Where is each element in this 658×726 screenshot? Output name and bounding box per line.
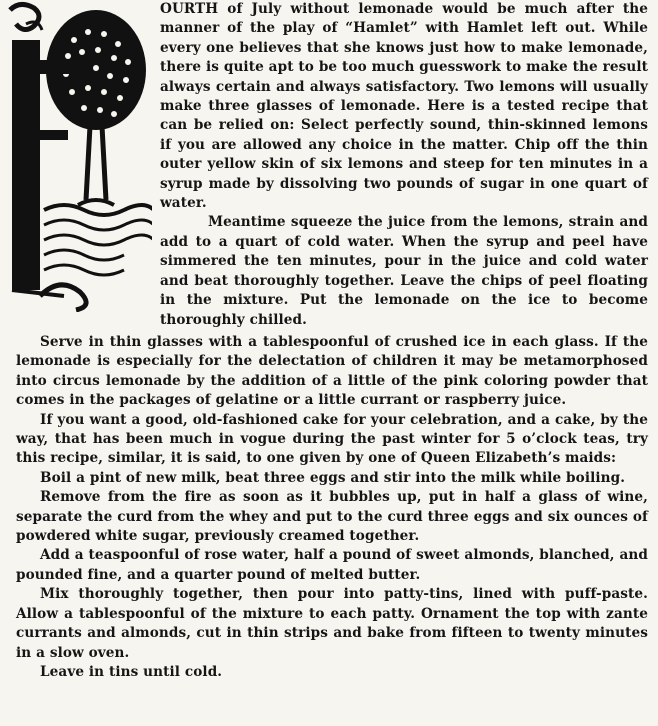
paragraph: Mix thoroughly together, then pour into patty-tins, lined with puff-paste. Allow a tablespoonful of the mixture to each patty. Ornament the top with zante currants and almonds, cut in thin strips and bake from fifteen to twenty minutes in a slow oven. <box>16 586 648 661</box>
paragraph: OURTH of July without lemonade would be much after the manner of the play of “Hamlet” with Hamlet left out. While every one believes that she knows just how to make lemonade, there is quite apt to be too much guesswork to make the result always certain and always satisfactory. Two lemons will usually make three glasses of lemonade. Here is a tested recipe that can be relied on: Select perfectly sound, thin-skinned lemons if you are allowed any choice in the matter. Chip off the thin outer yellow skin of six lemons and steep for ten minutes in a syrup made by dissolving two pounds of sugar in one quart of water. <box>160 1 648 212</box>
paragraph: Add a teaspoonful of rose water, half a pound of sweet almonds, blanched, and pounded fine, and a quarter pound of melted butter. <box>16 547 648 583</box>
paragraph: Remove from the fire as soon as it bubbles up, put in half a glass of wine, separate the curd from the whey and put to the curd three eggs and six ounces of powdered white sugar, previously creamed together. <box>16 489 648 545</box>
paragraph: Serve in thin glasses with a tablespoonful of crushed ice in each glass. If the lemonade is especially for the delectation of children it may be metamorphosed into circus lemonade by the addition of a little of the pink coloring powder that comes in the packages of gelatine or a little currant or raspberry juice. <box>16 334 648 409</box>
paragraph: Leave in tins until cold. <box>40 663 223 680</box>
tree-ornament-icon <box>4 0 152 312</box>
paragraph: Boil a pint of new milk, beat three eggs and stir into the milk while boiling. <box>40 469 626 486</box>
intro-text-block <box>160 0 648 330</box>
body-text-block <box>16 333 648 682</box>
paragraph: If you want a good, old-fashioned cake for your celebration, and a cake, by the way, that has been much in vogue during the past winter for 5 o’clock teas, try this recipe, similar, it is said, to one given by one of Queen Elizabeth’s maids: <box>16 411 648 467</box>
paragraph: Meantime squeeze the juice from the lemons, strain and add to a quart of cold water. When the syrup and peel have simmered the ten minutes, pour in the juice and cold water and beat thoroughly together. Leave the chips of peel floating in the mixture. Put the lemonade on the ice to become thoroughly chilled. <box>160 214 648 328</box>
